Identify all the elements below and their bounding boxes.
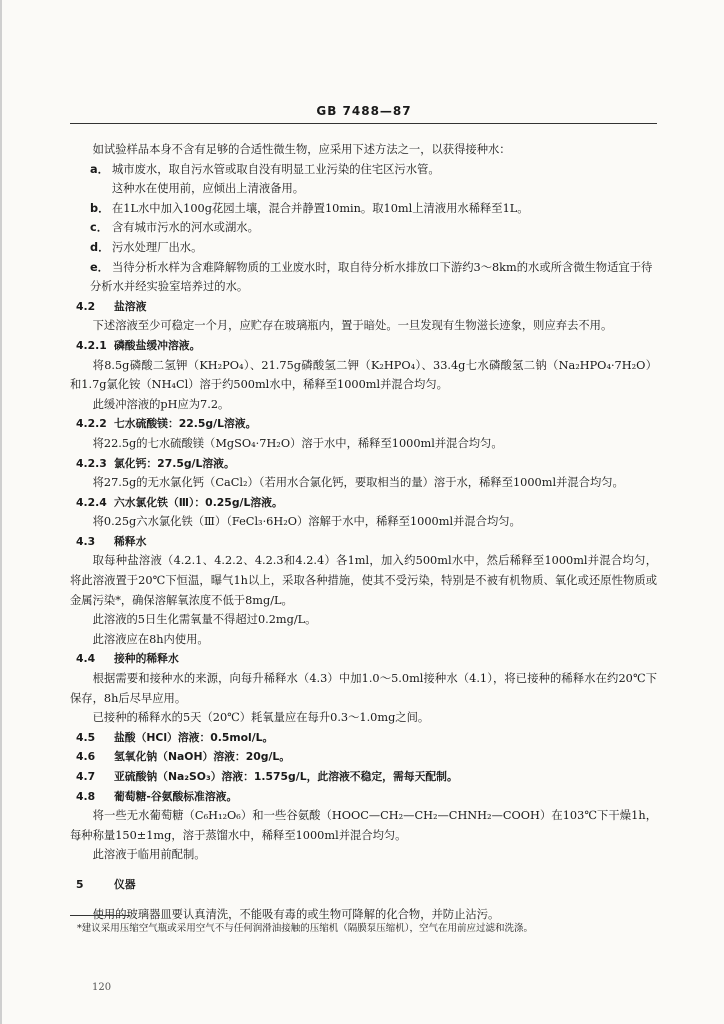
section-text-5: 使用的玻璃器皿要认真清洗，不能吸有毒的或生物可降解的化合物，并防止沾污。 [92,907,500,921]
section-text-4-2-2: 将22.5g的七水硫酸镁（MgSO₄·7H₂O）溶于水中，稀释至1000ml并混合均匀。 [92,436,503,450]
section-heading-5: 5 仪器 [76,877,136,891]
section-text-4-2-1: 将8.5g磷酸二氢钾（KH₂PO₄）、21.75g磷酸氢二钾（K₂HPO₄）、33.4g七水磷酸氢二钠（Na₂HPO₄·7H₂O）和1.7g氯化铵（NH₄Cl）溶于约500ml水中，稀释至1000ml并混合均匀。 [70,358,657,392]
header-rule [70,123,657,124]
section-heading-4-2: 4.2 盐溶液 [76,299,147,313]
list-item: b． 在1L水中加入100g花园土壤，混合并静置10min。取10ml上清液用水稀释至1L。 [90,201,529,215]
section-text-4-3-use: 此溶液应在8h内使用。 [92,632,209,646]
document-body [70,140,657,924]
standard-code-header: GB 7488—87 [316,104,412,118]
footnote: *建议采用压缩空气瓶或采用空气不与任何润滑油接触的压缩机（隔膜泵压缩机），空气在用前应过滤和洗涤。 [77,923,534,934]
section-text-4-2-4: 将0.25g六水氯化铁（Ⅲ）（FeCl₃·6H₂O）溶解于水中，稀释至1000ml并混合均匀。 [92,515,521,529]
section-text-4-4: 根据需要和接种水的来源，向每升稀释水（4.3）中加1.0～5.0ml接种水（4.1），将已接种的稀释水在约20℃下保存，8h后尽早应用。 [70,672,657,705]
list-item: e． 当待分析水样为含难降解物质的工业废水时，取自待分析水排放口下游约3～8km的水或所含微生物适宜于待分析水并经实验室培养过的水。 [90,260,653,294]
list-item: d． 污水处理厂出水。 [90,240,203,254]
section-text-4-3: 取每种盐溶液（4.2.1、4.2.2、4.2.3和4.2.4）各1ml，加入约500ml水中，然后稀释至1000ml并混合均匀，将此溶液置于20℃下恒温，曝气1h以上，采取各种措施，使其不受污染，特别是不被有机物质、氧化或还原性物质或金属污染*，确保溶解氧浓度不低于8mg/L。 [70,554,657,607]
intro-paragraph: 如试验样品本身不含有足够的合适性微生物，应采用下述方法之一，以获得接种水： [92,143,511,156]
list-item: a． 城市废水，取自污水管或取自没有明显工业污染的住宅区污水管。 [90,162,440,176]
section-text-4-2: 下述溶液至少可稳定一个月，应贮存在玻璃瓶内，置于暗处。一旦发现有生物滋长迹象，则应弃去不用。 [92,319,613,333]
section-note-4-2-1: 此缓冲溶液的pH应为7.2。 [92,397,230,411]
section-heading-4-7: 4.7 亚硫酸钠（Na₂SO₃）溶液：1.575g/L，此溶液不稳定，需每天配制。 [76,770,458,783]
section-heading-4-2-1: 4.2.1 磷酸盐缓冲溶液。 [76,338,201,352]
list-item: c． 含有城市污水的河水或湖水。 [90,221,259,235]
section-heading-4-5: 4.5 盐酸（HCl）溶液：0.5mol/L。 [76,730,274,744]
section-heading-4-4: 4.4 接种的稀释水 [76,652,179,666]
section-heading-4-2-3: 4.2.3 氯化钙：27.5g/L溶液。 [76,456,235,470]
section-heading-4-6: 4.6 氢氧化钠（NaOH）溶液：20g/L。 [76,750,291,764]
list-item: 这种水在使用前，应倾出上清液备用。 [112,182,305,196]
section-heading-4-8: 4.8 葡萄糖-谷氨酸标准溶液。 [76,789,238,803]
section-heading-4-2-4: 4.2.4 六水氯化铁（Ⅲ）：0.25g/L溶液。 [76,495,283,509]
page-number: 120 [92,982,112,993]
section-text-4-4-oxygen: 已接种的稀释水的5天（20℃）耗氧量应在每升0.3～1.0mg之间。 [92,711,430,725]
section-text-4-2-3: 将27.5g的无水氯化钙（CaCl₂）（若用水合氯化钙，要取相当的量）溶于水，稀释至1000ml并混合均匀。 [92,476,624,490]
section-heading-4-3: 4.3 稀释水 [76,534,147,548]
section-text-4-8-prep: 此溶液于临用前配制。 [92,848,206,862]
section-text-4-3-bod: 此溶液的5日生化需氧量不得超过0.2mg/L。 [92,613,317,627]
footnote-rule [70,915,130,916]
inoculum-list [70,160,657,297]
section-heading-4-2-2: 4.2.2 七水硫酸镁：22.5g/L溶液。 [76,417,257,431]
section-text-4-8: 将一些无水葡萄糖（C₆H₁₂O₆）和一些谷氨酸（HOOC—CH₂—CH₂—CHNH₂—COOH）在103℃下干燥1h，每种称量150±1mg，溶于蒸馏水中，稀释至1000ml并混合均匀。 [70,809,657,842]
